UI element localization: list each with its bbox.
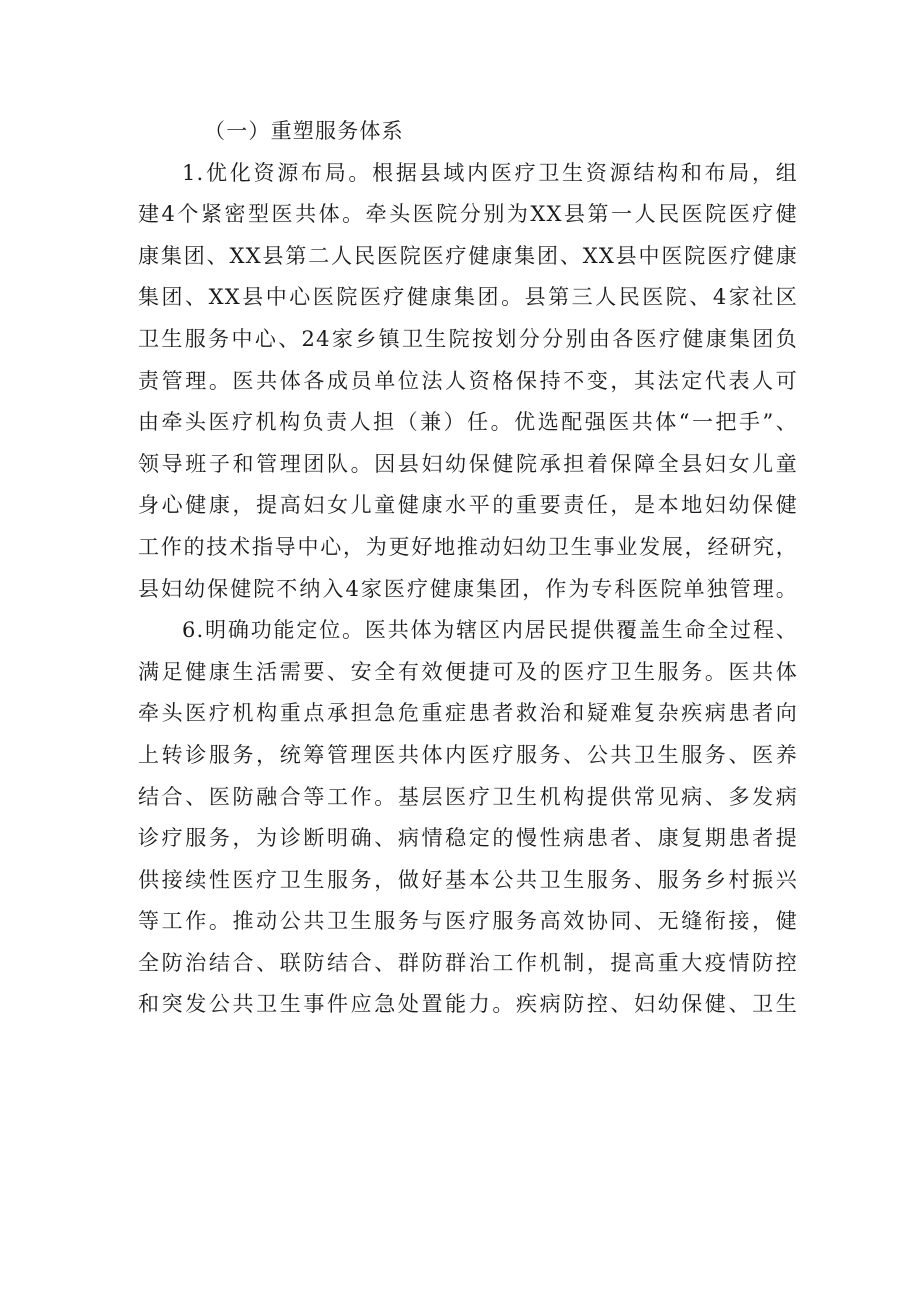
paragraph-line: 工作的技术指导中心，为更好地推动妇幼卫生事业发展，经研究，	[138, 534, 798, 559]
paragraph-line: 诊疗服务，为诊断明确、病情稳定的慢性病患者、康复期患者提	[138, 826, 798, 851]
paragraph-line: 牵头医疗机构重点承担急危重症患者救治和疑难复杂疾病患者向	[138, 701, 798, 726]
paragraph-line: 集团、XX县中心医院医疗健康集团。县第三人民医院、4家社区	[138, 285, 798, 310]
paragraph-line: 6.明确功能定位。医共体为辖区内居民提供覆盖生命全过程、	[182, 618, 798, 643]
document-body	[138, 111, 798, 1026]
paragraph-line: 卫生服务中心、24家乡镇卫生院按划分分别由各医疗健康集团负	[138, 326, 798, 351]
paragraph-line: 建4个紧密型医共体。牵头医院分别为XX县第一人民医院医疗健	[138, 202, 798, 227]
paragraph-line: 县妇幼保健院不纳入4家医疗健康集团，作为专科医院单独管理。	[138, 576, 798, 601]
paragraph-line: 康集团、XX县第二人民医院医疗健康集团、XX县中医院医疗健康	[138, 243, 798, 268]
paragraph-function-positioning	[138, 610, 798, 1026]
paragraph-line: 身心健康，提高妇女儿童健康水平的重要责任，是本地妇幼保健	[138, 493, 798, 518]
paragraph-line: 领导班子和管理团队。因县妇幼保健院承担着保障全县妇女儿童	[138, 451, 798, 476]
paragraph-line: 1.优化资源布局。根据县域内医疗卫生资源结构和布局，组	[182, 160, 798, 185]
paragraph-line: 结合、医防融合等工作。基层医疗卫生机构提供常见病、多发病	[138, 784, 798, 809]
paragraph-line: 上转诊服务，统筹管理医共体内医疗服务、公共卫生服务、医养	[138, 742, 798, 767]
paragraph-line: 供接续性医疗卫生服务，做好基本公共卫生服务、服务乡村振兴	[138, 867, 798, 892]
paragraph-resource-layout	[138, 153, 798, 611]
section-heading: （一）重塑服务体系	[204, 119, 404, 143]
paragraph-line: 由牵头医疗机构负责人担（兼）任。优选配强医共体“一把手”、	[138, 410, 798, 435]
paragraph-line: 满足健康生活需要、安全有效便捷可及的医疗卫生服务。医共体	[138, 659, 798, 684]
paragraph-line: 全防治结合、联防结合、群防群治工作机制，提高重大疫情防控	[138, 950, 798, 975]
paragraph-line: 和突发公共卫生事件应急处置能力。疾病防控、妇幼保健、卫生	[138, 992, 798, 1017]
paragraph-line: 等工作。推动公共卫生服务与医疗服务高效协同、无缝衔接，健	[138, 909, 798, 934]
paragraph-line: 责管理。医共体各成员单位法人资格保持不变，其法定代表人可	[138, 368, 798, 393]
